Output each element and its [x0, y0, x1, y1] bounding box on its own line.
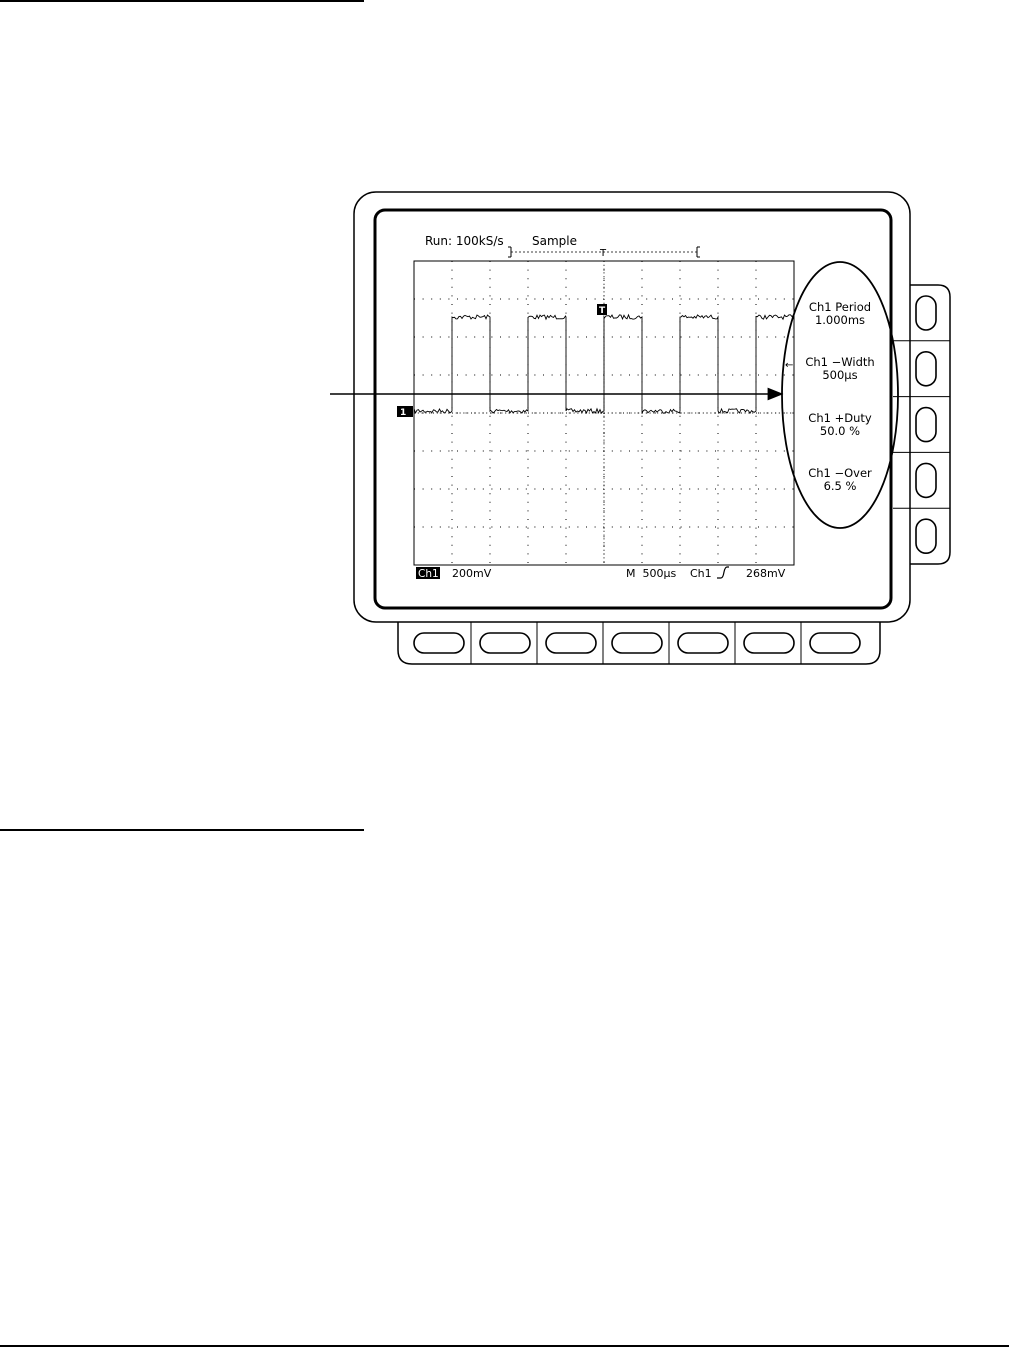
side-menu-value: 6.5 %	[823, 479, 857, 493]
volts-per-div: 200mV	[452, 567, 492, 580]
channel-label: Ch1	[418, 568, 439, 580]
side-bezel-button[interactable]	[916, 519, 936, 553]
record-trigger-marker: T	[600, 248, 607, 259]
acquisition-mode: Sample	[532, 234, 577, 248]
bottom-bezel-button[interactable]	[744, 633, 794, 653]
side-menu-value: 50.0 %	[819, 424, 861, 438]
side-bezel-button[interactable]	[916, 463, 936, 497]
side-menu-item-period[interactable]	[809, 300, 871, 327]
svg-text:T: T	[599, 306, 606, 316]
footer-rule	[0, 1345, 1009, 1347]
run-status: Run: 100kS/s	[425, 234, 504, 248]
side-menu-value: 500µs	[822, 368, 858, 382]
side-menu-title: Ch1 −Width	[805, 355, 875, 369]
bottom-bezel-button[interactable]	[612, 633, 662, 653]
bottom-bezel-button[interactable]	[480, 633, 530, 653]
ch1-ground-marker	[397, 406, 413, 418]
side-bezel-button[interactable]	[916, 352, 936, 386]
channel-readout	[416, 567, 440, 580]
trigger-level: 268mV	[746, 567, 786, 580]
side-bezel-button[interactable]	[916, 408, 936, 442]
side-menu-value: 1.000ms	[814, 313, 866, 327]
section-rule	[0, 829, 364, 831]
side-menu-title: Ch1 +Duty	[808, 411, 872, 425]
bottom-bezel-button[interactable]	[546, 633, 596, 653]
trigger-position-marker	[597, 304, 607, 316]
bottom-bezel-button[interactable]	[810, 633, 860, 653]
svg-text:1: 1	[400, 408, 407, 418]
selected-item-icon: ←	[785, 360, 794, 371]
side-bezel-button[interactable]	[916, 296, 936, 330]
trigger-source: Ch1	[690, 567, 712, 580]
bottom-bezel-button[interactable]	[678, 633, 728, 653]
bottom-bezel-button[interactable]	[414, 633, 464, 653]
side-menu-title: Ch1 −Over	[808, 466, 872, 480]
timebase-readout: M 500µs	[626, 567, 677, 580]
side-menu-title: Ch1 Period	[808, 300, 872, 314]
